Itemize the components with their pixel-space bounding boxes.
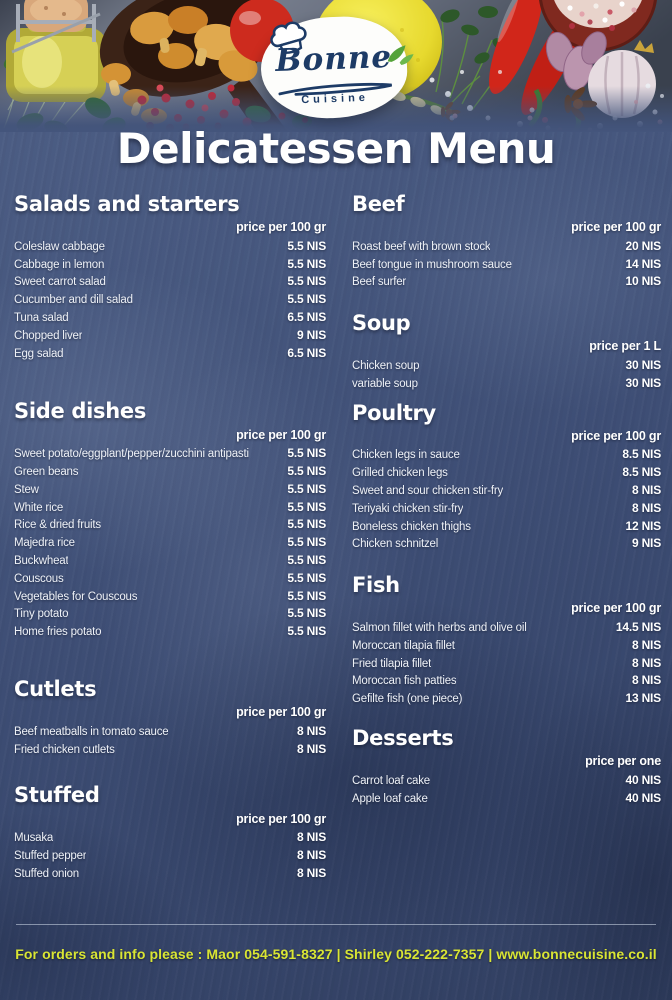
menu-item-row: [14, 445, 326, 463]
item-price: 5.5 NIS: [287, 606, 326, 621]
menu-section: [352, 192, 661, 291]
menu-section: [14, 399, 326, 641]
item-name: Sweet carrot salad: [14, 276, 106, 289]
item-name: Green beans: [14, 466, 79, 478]
item-price: 5.5 NIS: [287, 464, 326, 478]
menu-section: [14, 783, 326, 882]
item-name: Chicken schnitzel: [352, 538, 439, 551]
item-name: Rice & dried fruits: [14, 519, 101, 532]
section-items: [14, 723, 326, 759]
item-name: Sweet potato/eggplant/pepper/zucchini antipasti: [14, 448, 249, 461]
item-price: 5.5 NIS: [287, 256, 326, 271]
menu-item-row: [352, 672, 661, 690]
menu-item-row: [352, 690, 661, 708]
item-name: Buckwheat: [14, 554, 69, 567]
item-price: 6.5 NIS: [287, 310, 326, 324]
item-price: 9 NIS: [631, 536, 661, 551]
menu-item-row: [14, 273, 326, 291]
header-photo: [0, 0, 672, 132]
item-price: 5.5 NIS: [287, 570, 326, 585]
menu-section: [14, 192, 326, 362]
item-price: 8 NIS: [631, 500, 661, 515]
page-title: Delicatessen Menu: [116, 124, 556, 173]
item-name: Moroccan fish patties: [352, 675, 457, 688]
menu-item-row: [14, 238, 326, 256]
section-items: [352, 357, 661, 393]
item-price: 5.5 NIS: [287, 588, 326, 603]
price-unit-label: price per 100 gr: [571, 601, 661, 616]
item-name: Chicken soup: [352, 360, 420, 373]
menu-item-row: [14, 847, 326, 865]
item-name: Carrot loaf cake: [352, 774, 430, 787]
section-items: [352, 446, 661, 553]
section-items: [352, 619, 661, 708]
menu-item-row: [352, 637, 661, 655]
section-heading: Beef: [352, 192, 405, 216]
item-name: Stuffed pepper: [14, 849, 87, 862]
menu-item-row: [352, 655, 661, 673]
menu-item-row: [352, 619, 661, 637]
footer-contact: For orders and info please : Maor 054-591-8327 | Shirley 052-222-7357 | www.bonnecuisine.co.il: [15, 946, 657, 962]
item-price: 8 NIS: [296, 723, 326, 738]
item-price: 8 NIS: [296, 830, 326, 845]
item-name: Gefilte fish (one piece): [352, 693, 463, 706]
item-name: Tiny potato: [14, 608, 69, 621]
leaves-icon: [383, 39, 416, 68]
section-items: [352, 238, 661, 291]
item-price: 8 NIS: [631, 655, 661, 670]
item-price: 5.5 NIS: [287, 481, 326, 496]
menu-item-row: [14, 256, 326, 274]
menu-item-row: [352, 375, 661, 393]
item-name: Fried tilapia fillet: [352, 657, 432, 670]
item-price: 5.5 NIS: [287, 535, 326, 550]
menu-item-row: [14, 309, 326, 327]
price-unit-label: price per 1 L: [589, 339, 661, 354]
menu-item-row: [352, 446, 661, 464]
item-price: 5.5 NIS: [287, 499, 326, 514]
item-price: 5.5 NIS: [287, 446, 326, 461]
item-price: 8 NIS: [296, 741, 326, 756]
menu-item-row: [14, 605, 326, 623]
item-price: 30 NIS: [625, 375, 661, 390]
item-name: Stuffed onion: [14, 867, 79, 880]
menu-item-row: [352, 482, 661, 500]
item-price: 8.5 NIS: [622, 465, 661, 480]
item-name: Grilled chicken legs: [352, 467, 448, 480]
item-name: Roast beef with brown stock: [352, 240, 491, 253]
item-price: 8 NIS: [631, 483, 661, 498]
item-name: Beef tongue in mushroom sauce: [352, 258, 512, 271]
menu-item-row: [14, 623, 326, 641]
item-name: Chicken legs in sauce: [352, 449, 460, 462]
menu-section: [352, 311, 661, 392]
menu-item-row: [352, 518, 661, 536]
menu-item-row: [14, 829, 326, 847]
section-heading: Cutlets: [14, 676, 97, 701]
item-name: Beef surfer: [352, 276, 407, 289]
menu-section: [352, 726, 661, 807]
price-unit-label: price per 100 gr: [236, 811, 326, 826]
price-unit-label: price per 100 gr: [571, 428, 661, 443]
menu-item-row: [352, 256, 661, 274]
section-heading: Poultry: [352, 400, 436, 425]
section-heading: Soup: [352, 311, 411, 336]
menu-item-row: [352, 772, 661, 790]
menu-item-row: [352, 464, 661, 482]
logo-subtitle: Cuisine: [301, 91, 370, 107]
price-unit-label: price per 100 gr: [236, 427, 326, 442]
item-price: 9 NIS: [296, 327, 326, 342]
menu-item-row: [14, 723, 326, 741]
item-price: 5.5 NIS: [287, 274, 326, 289]
menu-section: [352, 401, 661, 554]
item-name: Vegetables for Couscous: [14, 590, 138, 603]
item-price: 14.5 NIS: [615, 620, 661, 635]
item-name: Boneless chicken thighs: [352, 520, 471, 533]
menu-item-row: [14, 741, 326, 759]
section-items: [14, 238, 326, 363]
menu-item-row: [14, 588, 326, 606]
item-price: 8 NIS: [296, 847, 326, 862]
item-name: variable soup: [352, 377, 418, 390]
item-price: 8 NIS: [631, 673, 661, 688]
item-name: Egg salad: [14, 347, 64, 360]
item-price: 5.5 NIS: [287, 517, 326, 532]
item-price: 10 NIS: [625, 274, 661, 289]
menu-item-row: [14, 570, 326, 588]
menu-item-row: [14, 463, 326, 481]
menu-column-right: [352, 192, 661, 807]
item-name: Majedra rice: [14, 537, 75, 550]
menu-item-row: [14, 516, 326, 534]
logo-name: Bonne: [274, 38, 393, 80]
item-name: Cucumber and dill salad: [14, 294, 133, 307]
menu-column-left: [14, 192, 326, 883]
item-name: Tuna salad: [14, 312, 69, 324]
item-price: 6.5 NIS: [287, 345, 326, 360]
section-heading: Stuffed: [14, 783, 100, 808]
item-price: 5.5 NIS: [287, 552, 326, 567]
menu-item-row: [14, 291, 326, 309]
item-price: 40 NIS: [625, 790, 661, 805]
footer-divider: [16, 924, 656, 925]
menu-item-row: [352, 535, 661, 553]
menu-item-row: [14, 534, 326, 552]
menu-item-row: [352, 357, 661, 375]
menu-item-row: [14, 552, 326, 570]
menu-item-row: [352, 238, 661, 256]
item-name: Coleslaw cabbage: [14, 240, 105, 253]
section-heading: Desserts: [352, 726, 454, 750]
item-name: Couscous: [14, 572, 64, 585]
item-price: 5.5 NIS: [287, 292, 326, 307]
item-name: Musaka: [14, 832, 54, 845]
item-price: 20 NIS: [625, 238, 661, 253]
menu-item-row: [14, 499, 326, 517]
item-price: 5.5 NIS: [287, 238, 326, 253]
item-price: 12 NIS: [625, 518, 661, 533]
section-heading: Fish: [352, 573, 400, 598]
item-price: 8 NIS: [296, 865, 326, 880]
price-unit-label: price per one: [585, 754, 661, 769]
item-name: Apple loaf cake: [352, 792, 428, 805]
price-unit-label: price per 100 gr: [236, 220, 326, 235]
menu-section: [14, 677, 326, 758]
menu-item-row: [14, 865, 326, 883]
section-items: [14, 829, 326, 882]
item-name: Fried chicken cutlets: [14, 743, 115, 756]
item-name: Stew: [14, 483, 39, 496]
menu-section: [352, 573, 661, 708]
menu-item-row: [352, 790, 661, 808]
menu-item-row: [14, 345, 326, 363]
section-items: [352, 772, 661, 808]
item-price: 8 NIS: [631, 637, 661, 652]
price-unit-label: price per 100 gr: [571, 220, 661, 235]
menu-item-row: [352, 273, 661, 291]
item-price: 14 NIS: [625, 256, 661, 271]
price-unit-label: price per 100 gr: [236, 705, 326, 720]
item-name: White rice: [14, 501, 64, 514]
item-name: Cabbage in lemon: [14, 258, 105, 271]
section-heading: Side dishes: [14, 399, 147, 424]
item-name: Salmon fillet with herbs and olive oil: [352, 622, 527, 635]
item-price: 30 NIS: [625, 358, 661, 373]
item-price: 8.5 NIS: [622, 447, 661, 462]
item-name: Beef meatballs in tomato sauce: [14, 725, 169, 738]
section-heading: Salads and starters: [14, 192, 240, 216]
item-price: 5.5 NIS: [287, 624, 326, 639]
menu-item-row: [14, 327, 326, 345]
item-name: Moroccan tilapia fillet: [352, 639, 455, 652]
item-name: Chopped liver: [14, 329, 83, 342]
section-items: [14, 445, 326, 641]
item-price: 40 NIS: [625, 772, 661, 787]
menu-item-row: [14, 481, 326, 499]
item-name: Home fries potato: [14, 626, 102, 639]
menu-item-row: [352, 500, 661, 518]
item-name: Sweet and sour chicken stir-fry: [352, 485, 504, 498]
item-price: 13 NIS: [625, 691, 661, 706]
item-name: Teriyaki chicken stir-fry: [352, 502, 464, 515]
